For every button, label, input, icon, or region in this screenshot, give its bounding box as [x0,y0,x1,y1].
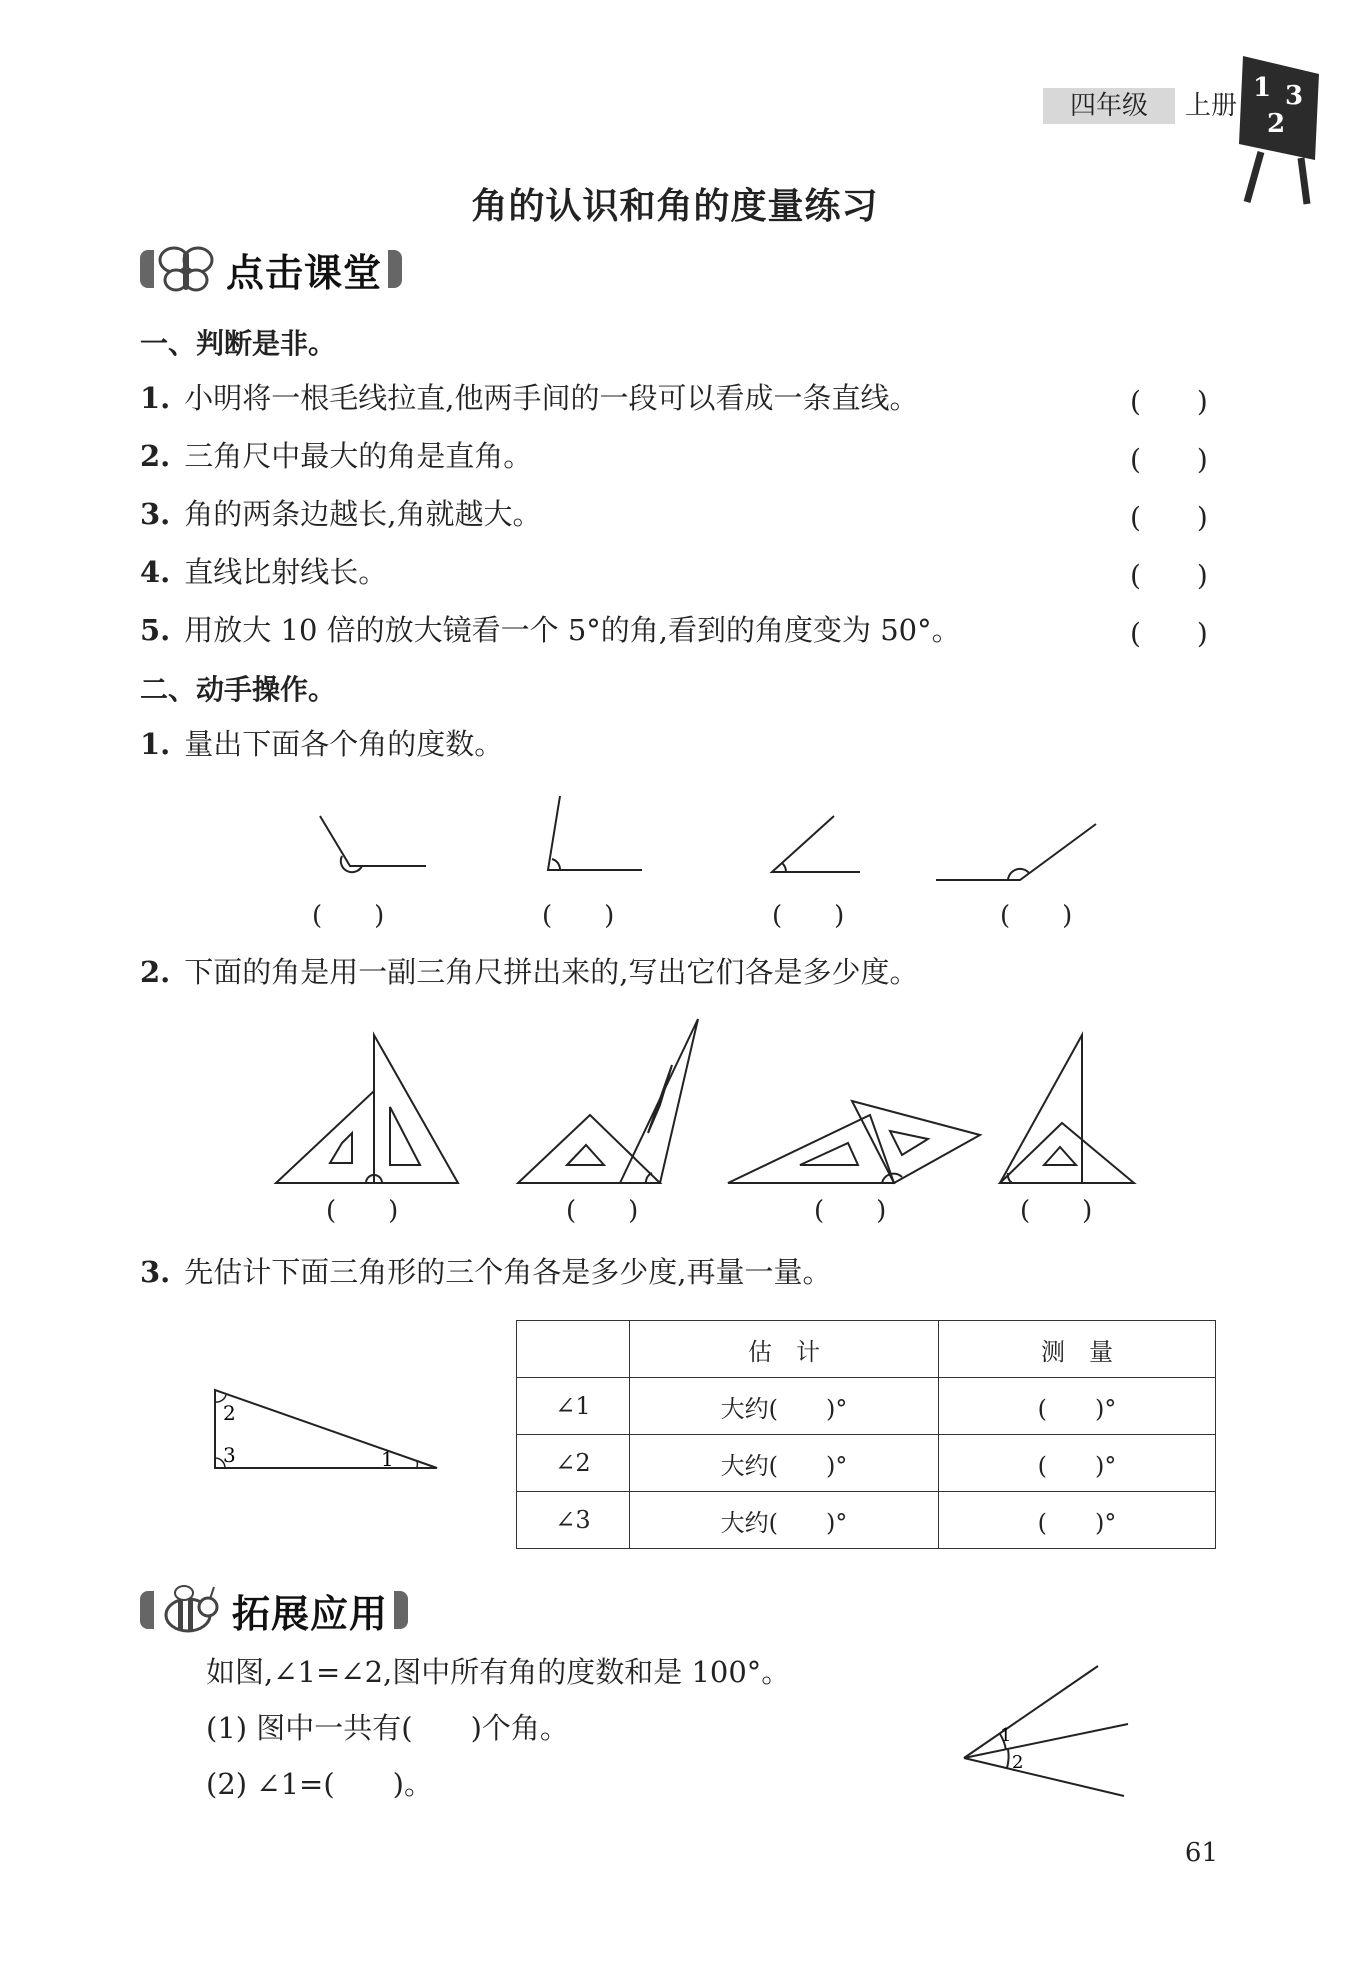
angle-answer-blank[interactable]: ( ) [542,901,615,931]
estimate-cell[interactable]: 大约( )° [630,1378,939,1435]
set-square-figures [270,1015,1150,1190]
judge-item: 4. 直线比射线长。 [140,555,388,589]
triangle-angle-label: 1 [381,1447,394,1471]
set-square-combo-1 [276,1035,458,1183]
angle-figure-1 [320,816,426,872]
butterfly-icon [154,242,218,296]
right-triangle-figure [205,1380,445,1475]
page-number: 61 [1184,1838,1218,1868]
section-badge-extension [140,1583,408,1637]
logo-digit-1: 1 [1253,73,1272,103]
set-square-combo-2 [518,1019,698,1183]
page-title: 角的认识和角的度量练习 [471,186,879,227]
logo-digit-2: 2 [1267,109,1286,139]
combo-answer-blank[interactable]: ( ) [326,1196,399,1226]
answer-blank[interactable]: ( ) [1130,559,1208,592]
section-badge-practice [140,242,402,296]
table-header-cell: 估 计 [630,1321,939,1378]
angle-name-cell: ∠2 [517,1435,630,1492]
answer-blank[interactable]: ( ) [1130,501,1208,534]
question-3: 3. 先估计下面三角形的三个角各是多少度,再量一量。 [140,1255,832,1289]
table-header-cell [517,1321,630,1378]
section-title: 拓展应用 [232,1591,389,1636]
combo-answer-blank[interactable]: ( ) [566,1196,639,1226]
part2-heading: 二、动手操作。 [140,673,337,706]
extension-subquestion-2[interactable]: (2) ∠1=( )。 [206,1767,433,1801]
table-row [517,1435,1216,1492]
extension-intro: 如图,∠1=∠2,图中所有角的度数和是 100°。 [206,1655,791,1689]
measure-cell[interactable]: ( )° [939,1435,1216,1492]
table-row [517,1492,1216,1549]
angle-name-cell: ∠3 [517,1492,630,1549]
answer-blank[interactable]: ( ) [1130,617,1208,650]
judge-item: 5. 用放大 10 倍的放大镜看一个 5°的角,看到的角度变为 50°。 [140,613,961,647]
angle-figure-2 [548,796,642,870]
set-square-combo-3 [728,1101,980,1183]
judge-item: 1. 小明将一根毛线拉直,他两手间的一段可以看成一条直线。 [140,381,919,415]
angle-answer-blank[interactable]: ( ) [772,901,845,931]
measurement-table [516,1320,1216,1549]
table-row [517,1378,1216,1435]
bee-icon [154,1583,224,1637]
angle-figure-3 [772,816,860,872]
semester-label: 上册 [1185,91,1238,121]
table-header-cell: 测 量 [939,1321,1216,1378]
answer-blank[interactable]: ( ) [1130,443,1208,476]
triangle-angle-label: 3 [223,1443,236,1467]
ray-angle-figure [960,1654,1140,1804]
judge-item: 3. 角的两条边越长,角就越大。 [140,497,542,531]
angle-name-cell: ∠1 [517,1378,630,1435]
combo-answer-blank[interactable]: ( ) [814,1196,887,1226]
question-2: 2. 下面的角是用一副三角尺拼出来的,写出它们各是多少度。 [140,955,919,989]
ray-angle-label: 1 [1000,1725,1012,1746]
angle-figures [300,790,1120,890]
triangle-angle-label: 2 [223,1401,236,1425]
section-title: 点击课堂 [226,250,383,295]
combo-answer-blank[interactable]: ( ) [1020,1196,1093,1226]
angle-answer-blank[interactable]: ( ) [1000,901,1073,931]
logo-digit-3: 3 [1285,81,1304,111]
angle-answer-blank[interactable]: ( ) [312,901,385,931]
judge-item: 2. 三角尺中最大的角是直角。 [140,439,533,473]
ray-angle-label: 2 [1012,1752,1024,1773]
estimate-cell[interactable]: 大约( )° [630,1435,939,1492]
extension-subquestion-1[interactable]: (1) 图中一共有( )个角。 [206,1711,569,1745]
measure-cell[interactable]: ( )° [939,1492,1216,1549]
grade-label: 四年级 [1043,88,1175,124]
table-header-row [517,1321,1216,1378]
estimate-cell[interactable]: 大约( )° [630,1492,939,1549]
angle-figure-4 [936,824,1096,880]
answer-blank[interactable]: ( ) [1130,385,1208,418]
part1-heading: 一、判断是非。 [140,327,337,360]
measure-cell[interactable]: ( )° [939,1378,1216,1435]
set-square-combo-4 [1000,1035,1134,1183]
question-1: 1. 量出下面各个角的度数。 [140,727,504,761]
